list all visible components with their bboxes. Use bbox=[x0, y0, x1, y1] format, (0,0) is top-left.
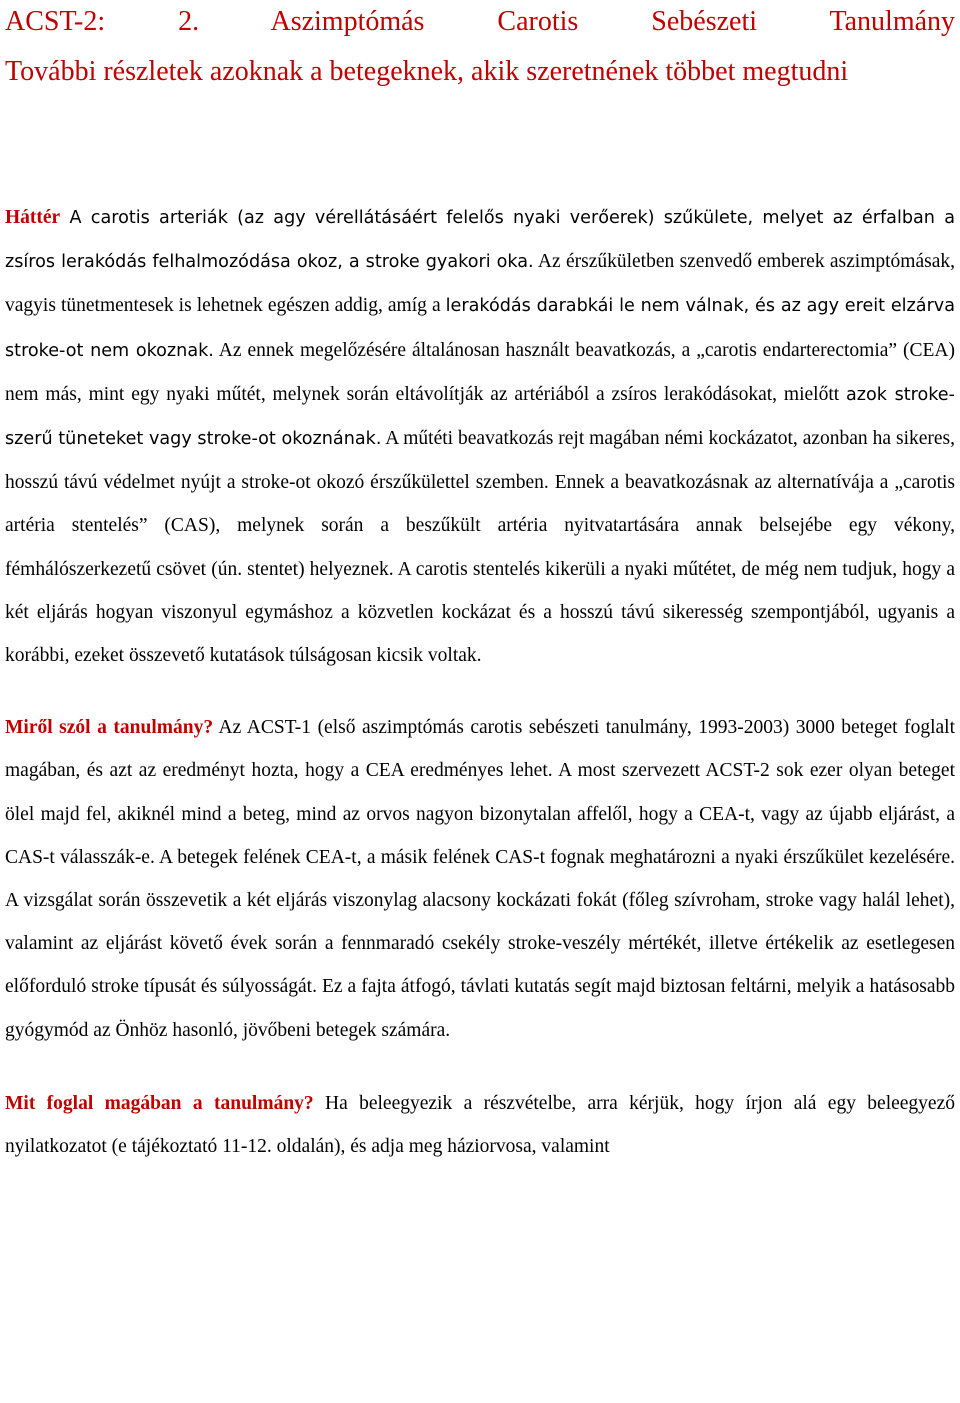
section-background-text-6: A műtéti beavatkozás rejt magában némi kockázatot, azonban ha sikeres, hosszú távú védelmet nyújt a stroke-ot okozó érszűkülettel szemben. Ennek a beavatkozásnak az alternatívája a „carotis artéria stentelés” (CAS), melynek során a beszűkült artéria nyitvatartására annak belsejébe egy vékony, fémhálószerkezetű csövet (ún. stentet) helyeznek. A carotis stentelés kikerüli a nyaki műtétet, de még nem tudjuk, hogy a két eljárás hogyan viszonyul egymáshoz a közvetlen kockázat és a hosszú távú sikeresség szempontjából, ugyanis a korábbi, ezeket összevető kutatások túlságosan kicsik voltak. bbox=[5, 428, 955, 667]
section-study-involves-heading: Mit foglal magában a tanulmány? bbox=[5, 1092, 314, 1114]
document-subtitle: További részletek azoknak a betegeknek, akik szeretnének többet megtudni bbox=[5, 56, 849, 87]
section-background-text-2: Az érszűkületben szenvedő emberek aszimptómásak, vagyis tünetmentesek is lehetnek egészen addig, amíg a bbox=[5, 251, 955, 317]
title-word-2: Carotis bbox=[497, 6, 579, 37]
title-code: ACST-2: bbox=[5, 6, 106, 37]
document-title bbox=[5, 0, 955, 44]
section-study-involves bbox=[5, 1082, 955, 1168]
section-background-text-1: A carotis arteriák (az agy vérellátásáért felelős nyaki verőerek) szűkülete, melyet az érfalban a zsíros lerakódás felhalmozódása okoz, a stroke gyakori oka. bbox=[5, 208, 955, 273]
section-about-study bbox=[5, 706, 955, 1052]
section-background-text-4: Az ennek megelőzésére általánosan használt beavatkozás, a „carotis endarterectomia” (CEA) nem más, mint egy nyaki műtét, melynek során eltávolítják az artériából a zsíros lerakódásokat, mielőtt bbox=[5, 339, 955, 405]
title-word-4: Tanulmány bbox=[829, 6, 956, 37]
section-background-text-3: lerakódás darabkái le nem válnak, és az agy ereit elzárva stroke-ot nem okoznak. bbox=[5, 296, 955, 361]
title-number: 2. bbox=[178, 6, 200, 37]
section-background bbox=[5, 196, 955, 677]
section-about-study-heading: Miről szól a tanulmány? bbox=[5, 717, 214, 739]
section-about-study-text: Az ACST-1 (első aszimptómás carotis sebészeti tanulmány, 1993-2003) 3000 beteget foglalt magában, és azt az eredményt hozta, hogy a CEA eredményes lehet. A most szervezett ACST-2 sok ezer olyan beteget ölel majd fel, akiknél mind a beteg, mind az orvos nagyon bizonytalan affelől, hogy a CEA-t, vagy az újabb eljárást, a CAS-t válasszák-e. A betegek felének CEA-t, a másik felének CAS-t fognak meghatározni a nyaki érszűkület kezelésére. A vizsgálat során összevetik a két eljárás viszonylag alacsony kockázati fokát (főleg szívroham, stroke vagy halál lehet), valamint az eljárást követő évek során a fennmaradó csekély stroke-veszély mértékét, illetve értékelik az esetlegesen előforduló stroke típusát és súlyosságát. Ez a fajta átfogó, távlati kutatás segít majd biztosan feltárni, melyik a hatásosabb gyógymód az Önhöz hasonló, jövőbeni betegek számára. bbox=[5, 717, 955, 1041]
title-word-1: Aszimptómás bbox=[270, 6, 425, 37]
section-background-text-5: azok stroke-szerű tüneteket vagy stroke-ot okoznának. bbox=[5, 384, 955, 450]
document-page bbox=[5, 0, 955, 1168]
section-study-involves-text: Ha beleegyezik a részvételbe, arra kérjük, hogy írjon alá egy beleegyező nyilatkozatot (e tájékoztató 11-12. oldalán), és adja meg háziorvosa, valamint bbox=[5, 1092, 955, 1158]
title-word-3: Sebészeti bbox=[651, 6, 758, 37]
section-background-heading: Háttér bbox=[5, 207, 61, 228]
